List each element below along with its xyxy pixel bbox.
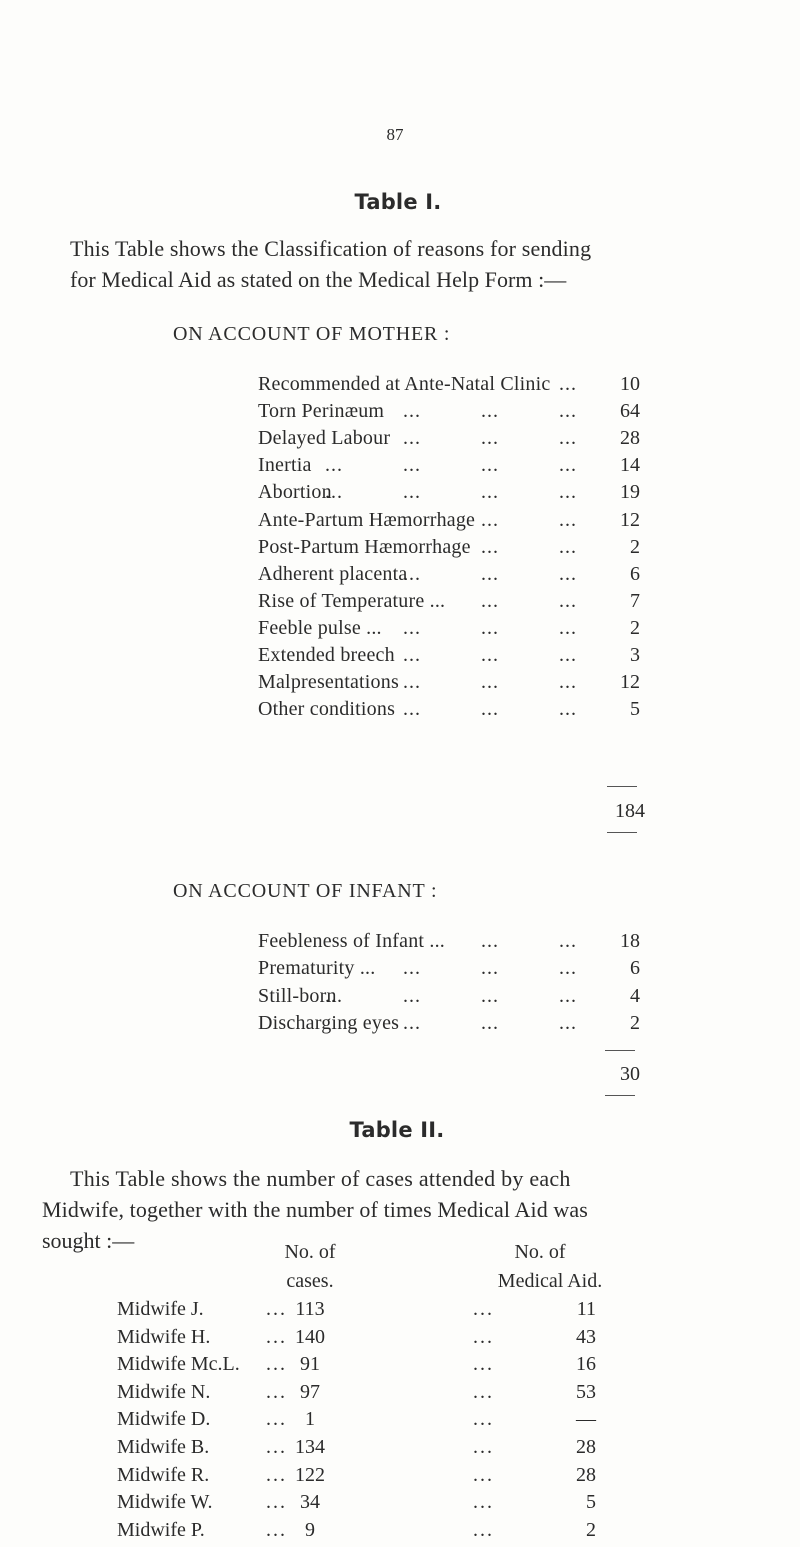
mother-row: [0, 671, 800, 699]
mother-leader-dots: ... ...: [481, 535, 577, 558]
dots-1: ...: [266, 1298, 287, 1320]
dots-2: ...: [473, 1353, 494, 1376]
mother-leader-dots: ... ... ...: [403, 616, 577, 639]
table-2-description-line-2: Midwife, together with the number of times Medical Aid was: [42, 1197, 588, 1222]
infant-row: [0, 930, 800, 958]
midwife-name: Midwife B.: [117, 1436, 210, 1458]
mother-reason-label: Feeble pulse ...: [258, 616, 382, 639]
table-row: [0, 1381, 800, 1409]
medical-aid-count: 16: [576, 1353, 596, 1376]
mother-reason-label: Adherent placenta: [258, 562, 408, 585]
mother-leader-dots: ... ... ...: [403, 427, 577, 450]
mother-leader-dots: ... ... ... ...: [325, 454, 577, 477]
midwife-name: Midwife Mc.L.: [117, 1353, 240, 1376]
infant-total-rule-top: [605, 1050, 635, 1051]
infant-reason-label: Still-born: [258, 984, 337, 1007]
dots-1: ...: [266, 1518, 287, 1541]
dots-2: ...: [473, 1491, 494, 1514]
table-2-description-line-1: This Table shows the number of cases attended by each: [70, 1166, 571, 1191]
dots-2: ...: [473, 1408, 494, 1431]
mother-reason-label: Post-Partum Hæmorrhage: [258, 535, 471, 558]
infant-reason-count: 4: [630, 984, 640, 1007]
infant-leader-dots: ... ... ...: [403, 957, 577, 980]
mother-reason-label: Extended breech: [258, 644, 395, 666]
mother-reason-count: 2: [630, 616, 640, 639]
cases-count: 91: [300, 1353, 320, 1376]
mother-leader-dots: ... ... ...: [403, 562, 577, 585]
mother-reason-label: Delayed Labour: [258, 427, 391, 450]
midwife-name: Midwife R.: [117, 1463, 210, 1486]
mother-row: [0, 590, 800, 618]
mother-reason-count: 7: [630, 589, 640, 612]
cases-count: 134: [295, 1436, 325, 1458]
infant-row: [0, 957, 800, 985]
midwife-name: Midwife W.: [117, 1491, 213, 1514]
mother-leader-dots: ...: [559, 373, 577, 395]
dots-2: ...: [473, 1298, 494, 1320]
infant-total-rule-bottom: [605, 1095, 635, 1096]
mother-reason-label: Recommended at Ante-Natal Clinic: [258, 373, 551, 395]
table-1-description-line-1: This Table shows the Classification of reasons for sending: [70, 236, 592, 261]
mother-leader-dots: ... ... ...: [403, 644, 577, 666]
page-number: 87: [386, 125, 404, 144]
mother-reason-label: Inertia: [258, 454, 312, 477]
dots-1: ...: [266, 1463, 287, 1486]
dots-1: ...: [266, 1436, 287, 1458]
mother-row: [0, 400, 800, 428]
mother-row: [0, 563, 800, 591]
mother-leader-dots: ... ... ...: [403, 400, 577, 423]
mother-row: [0, 509, 800, 537]
infant-section-title: ON ACCOUNT OF INFANT :: [173, 880, 438, 902]
table-row: [0, 1436, 800, 1464]
dots-2: ...: [473, 1518, 494, 1541]
cases-count: 113: [295, 1298, 325, 1320]
dots-1: ...: [266, 1380, 287, 1403]
infant-reason-label: Feebleness of Infant ...: [258, 930, 445, 952]
mother-row: [0, 617, 800, 645]
cases-count: 97: [300, 1380, 320, 1403]
infant-reason-label: Discharging eyes: [258, 1011, 400, 1034]
dots-1: ...: [266, 1408, 287, 1431]
column-medical-aid-header-line-1: No. of: [514, 1241, 566, 1263]
table-row: [0, 1298, 800, 1326]
mother-leader-dots: ... ... ...: [403, 698, 577, 721]
mother-row: [0, 698, 800, 726]
medical-aid-count: 11: [576, 1298, 596, 1320]
table-row: [0, 1326, 800, 1354]
mother-reason-count: 10: [620, 373, 640, 395]
dots-1: ...: [266, 1353, 287, 1376]
midwife-name: Midwife J.: [117, 1298, 204, 1320]
table-row: [0, 1519, 800, 1547]
mother-reason-label: Other conditions: [258, 698, 396, 721]
column-cases-header-line-1: No. of: [284, 1241, 336, 1263]
table-row: [0, 1408, 800, 1436]
dots-2: ...: [473, 1436, 494, 1458]
medical-aid-count: 28: [576, 1463, 596, 1486]
mother-total: 184: [615, 800, 645, 822]
mother-leader-dots: ... ...: [481, 508, 577, 531]
medical-aid-count: 5: [586, 1491, 596, 1514]
medical-aid-count: 2: [586, 1518, 596, 1541]
table-row: [0, 1353, 800, 1381]
table-1-description-line-2: for Medical Aid as stated on the Medical Help Form :—: [70, 267, 567, 292]
infant-reason-count: 18: [620, 930, 640, 952]
table-row: [0, 1464, 800, 1492]
mother-row: [0, 644, 800, 672]
medical-aid-count: —: [576, 1408, 596, 1431]
mother-row: [0, 373, 800, 401]
mother-row: [0, 536, 800, 564]
column-medical-aid-header-line-2: Medical Aid.: [497, 1270, 603, 1292]
mother-reason-count: 28: [620, 427, 640, 450]
midwife-name: Midwife N.: [117, 1380, 211, 1403]
mother-reason-count: 12: [620, 508, 640, 531]
mother-reason-count: 3: [630, 644, 640, 666]
mother-reason-count: 6: [630, 562, 640, 585]
dots-1: ...: [266, 1491, 287, 1514]
medical-aid-count: 28: [576, 1436, 596, 1458]
medical-aid-count: 43: [576, 1325, 596, 1348]
mother-reason-count: 64: [620, 400, 640, 423]
dots-1: ...: [266, 1325, 287, 1348]
midwife-name: Midwife D.: [117, 1408, 211, 1431]
dots-2: ...: [473, 1463, 494, 1486]
mother-reason-label: Abortion: [258, 481, 332, 504]
mother-total-rule-bottom: [607, 832, 637, 833]
mother-reason-label: Torn Perinæum: [258, 400, 385, 423]
mother-reason-label: Rise of Temperature ...: [258, 589, 446, 612]
mother-leader-dots: ... ...: [481, 589, 577, 612]
table-2-description-line-3: sought :—: [42, 1228, 135, 1253]
mother-total-rule-top: [607, 786, 637, 787]
mother-leader-dots: ... ... ...: [403, 671, 577, 694]
mother-reason-count: 14: [620, 454, 640, 477]
infant-leader-dots: ... ... ...: [403, 1011, 577, 1034]
mother-leader-dots: ... ... ... ...: [325, 481, 577, 504]
infant-leader-dots: ... ...: [481, 930, 577, 952]
cases-count: 9: [305, 1518, 315, 1541]
cases-count: 1: [305, 1408, 315, 1431]
mother-reason-count: 2: [630, 535, 640, 558]
cases-count: 140: [295, 1325, 325, 1348]
cases-count: 122: [295, 1463, 325, 1486]
infant-leader-dots: ... ... ... ...: [325, 984, 577, 1007]
infant-total: 30: [620, 1063, 640, 1085]
infant-reason-label: Prematurity ...: [258, 957, 376, 980]
dots-2: ...: [473, 1380, 494, 1403]
midwife-name: Midwife P.: [117, 1518, 205, 1541]
mother-section-title: ON ACCOUNT OF MOTHER :: [173, 323, 451, 345]
table-row: [0, 1491, 800, 1519]
mother-reason-count: 12: [620, 671, 640, 694]
table-2-heading: Table II.: [349, 1118, 445, 1142]
mother-row: [0, 427, 800, 455]
table-1-heading: Table I.: [354, 190, 442, 214]
infant-reason-count: 6: [630, 957, 640, 980]
mother-reason-label: Ante-Partum Hæmorrhage: [258, 508, 476, 531]
dots-2: ...: [473, 1325, 494, 1348]
column-cases-header-line-2: cases.: [286, 1270, 334, 1292]
infant-reason-count: 2: [630, 1011, 640, 1034]
midwife-name: Midwife H.: [117, 1325, 211, 1348]
medical-aid-count: 53: [576, 1380, 596, 1403]
mother-reason-label: Malpresentations: [258, 671, 399, 694]
mother-reason-count: 5: [630, 698, 640, 721]
infant-row: [0, 1012, 800, 1040]
mother-reason-count: 19: [620, 481, 640, 504]
cases-count: 34: [300, 1491, 320, 1514]
